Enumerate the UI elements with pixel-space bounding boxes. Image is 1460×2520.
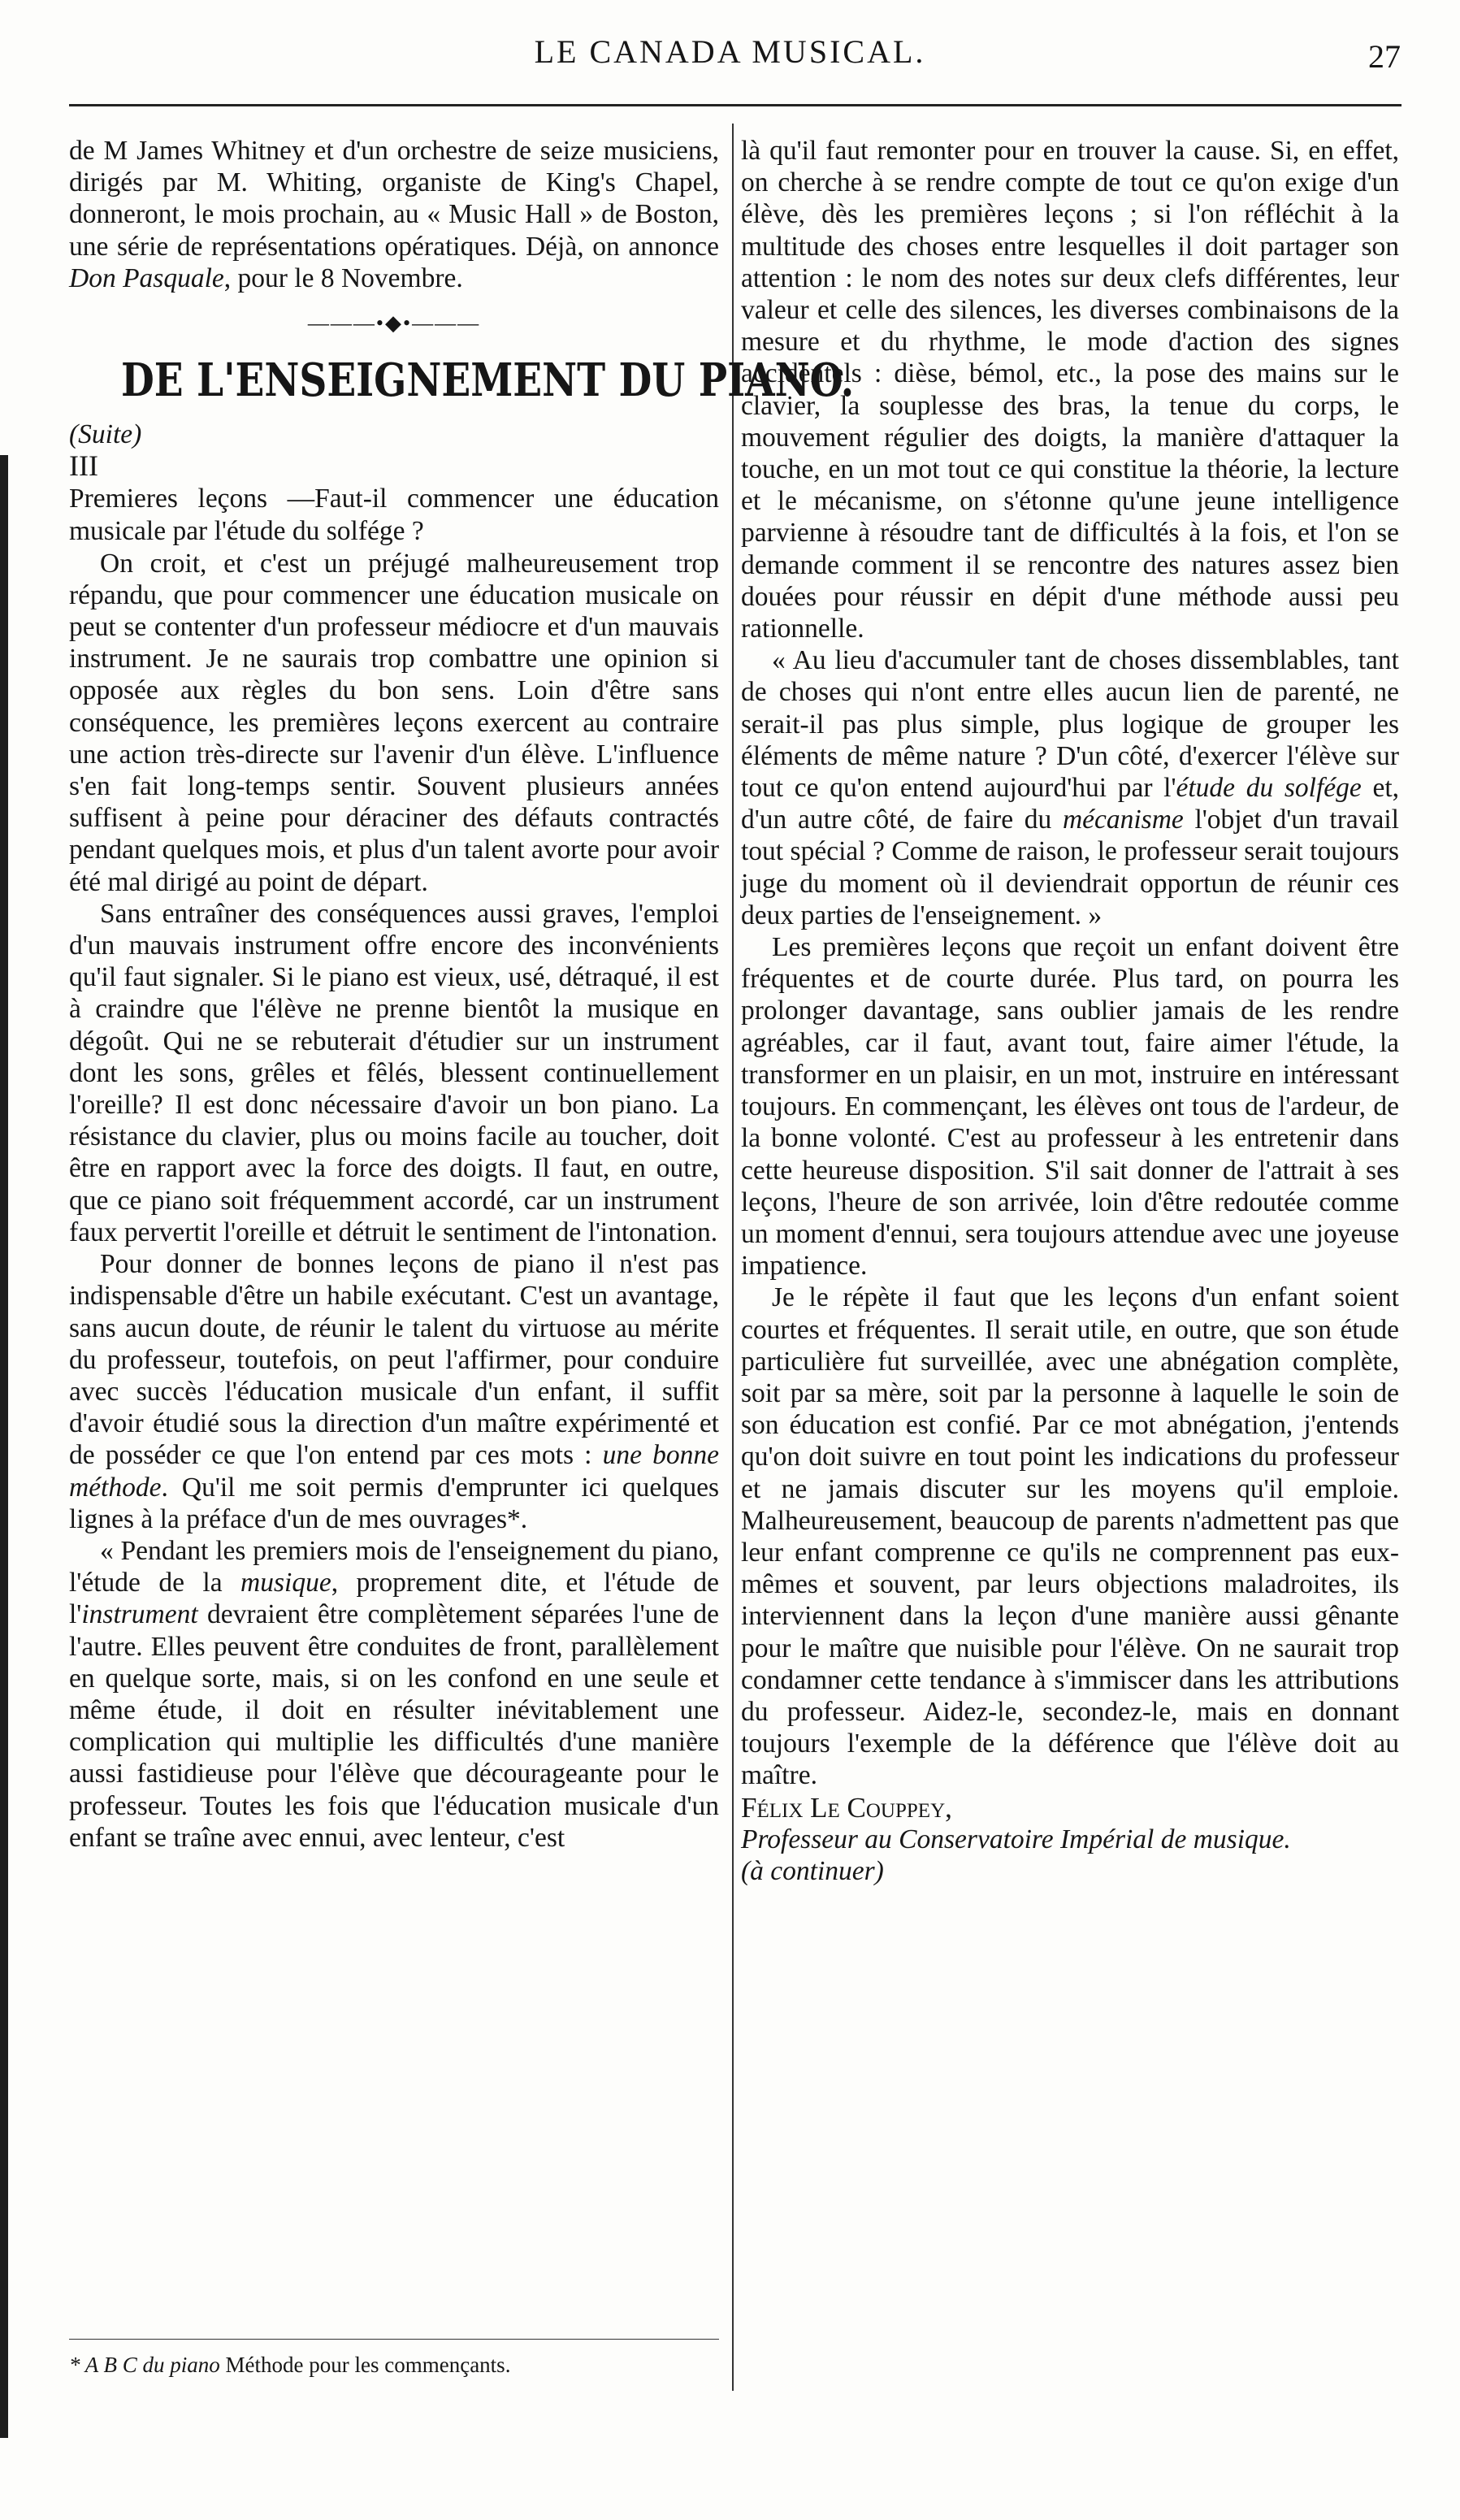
emphasis: mécanisme [1062, 805, 1184, 835]
opera-title: Don Pasquale [69, 262, 224, 293]
paragraph: On croit, et c'est un préjugé malheureusement trop répandu, que pour commencer une éducation musicale on peut se contenter d'un professeur médiocre et d'un mauvais instrument. Je ne saurais trop combattre une opinion si opposée aux règles du bon sens. Loin d'être sans conséquence, les premières leçons exercent au contraire une action très-directe sur l'avenir d'un élève. L'influence s'en fait long-temps sentir. Souvent plusieurs années suffisent à peine pour déraciner des défauts contractés pendant quelques mois, et plus d'un talent avorte pour avoir été mal dirigé au point de départ. [69, 548, 719, 897]
page-number: 27 [1368, 38, 1401, 75]
paragraph: là qu'il faut remonter pour en trouver la cause. Si, en effet, on cherche à se rendre compte de tout ce qu'on exige d'un élève, dès les premières leçons ; si l'on réfléchit à la multitude des choses entre lesquelles il doit partager son attention : le nom des notes sur deux clefs différentes, leur valeur et celle des silences, les diverses combinaisons de la mesure et du rhythme, le mode d'action des signes accidentels : dièse, bémol, etc., la pose des mains sur le clavier, la souplesse des bras, la tenue du corps, le mouvement régulier des doigts, la manière d'attaquer la touche, en un mot tout ce qui constitue la théorie, la lecture et le mécanisme, on s'étonne qu'une jeune intelligence parvienne à résoudre tant de difficultés à la fois, et l'on se demande comment il se rencontre des natures assez bien douées pour réussir en dépit d'une méthode aussi peu rationnelle. [741, 136, 1399, 644]
column-divider [732, 124, 734, 2391]
header-rule [69, 104, 1402, 106]
continued-note: (à continuer) [741, 1855, 884, 1886]
quoted-paragraph: « Au lieu d'accumuler tant de choses dissemblables, tant de choses qui n'ont entre elles aucun lien de parenté, ne serait-il pas plus simple, plus logique de grouper les éléments de même nature ? D'un côté, d'exercer l'élève sur tout ce qu'on entend aujourd'hui par l'étude du solfége et, d'un autre côté, de faire du mécanisme l'objet d'un travail tout spécial ? Comme de raison, le professeur serait toujours juge du moment où il deviendrait opportun de réunir ces deux parties de l'enseignement. » [741, 645, 1400, 930]
page-header-title: LE CANADA MUSICAL. [534, 33, 926, 70]
section-ornament: ———•◆•——— [307, 311, 481, 336]
emphasis: musique [240, 1568, 331, 1598]
chapter-numeral: III [69, 449, 98, 483]
paragraph: Sans entraîner des conséquences aussi graves, l'emploi d'un mauvais instrument offre encore des inconvénients qu'il faut signaler. Si le piano est vieux, usé, détraqué, il est à craindre que l'élève ne prenne bientôt la musique en dégoût. Qui ne se rebuterait d'étudier sur un instrument dont les sons, grêles et fêlés, blessent continuellement l'oreille? Il est donc nécessaire d'avoir un bon piano. La résistance du clavier, plus ou moins facile au toucher, doit être en rapport avec la force des doigts. Il faut, en outre, que ce piano soit fréquemment accordé, car un instrument faux pervertit l'oreille et détruit le sentiment de l'intonation. [69, 898, 719, 1247]
right-column [741, 135, 1399, 1887]
emphasis: étude du solfége [1176, 773, 1362, 804]
intro-paragraph: de M James Whitney et d'un orchestre de seize musiciens, dirigés par M. Whiting, organiste de King's Chapel, donneront, le mois prochain, au « Music Hall » de Boston, une série de représentations opératiques. Déjà, on annonce Don Pasquale, pour le 8 Novembre. [69, 136, 719, 293]
scan-margin-shadow [0, 455, 8, 2438]
paragraph: Pour donner de bonnes leçons de piano il n'est pas indispensable d'être un habile exécutant. C'est un avantage, sans aucun doute, de réunir le talent du virtuose au mérite du professeur, toutefois, on peut l'affirmer, pour conduire avec succès l'éducation musicale d'un enfant, il suffit d'avoir étudié sous la direction d'un maître expérimenté et de posséder ce que l'on entend par ces mots : une bonne méthode. Qu'il me soit permis d'emprunter ici quelques lignes à la préface d'un de mes ouvrages*. [69, 1249, 719, 1534]
footnote: * A B C du piano Méthode pour les commençants. [69, 2339, 719, 2378]
emphasis: instrument [81, 1599, 198, 1630]
article-title: DE L'ENSEIGNEMENT DU PIANO. [121, 353, 855, 408]
paragraph: Je le répète il faut que les leçons d'un enfant soient courtes et fréquentes. Il serait utile, en outre, que son étude particulière fut surveillée, avec une abnégation complète, soit par sa mère, soit par la personne à laquelle le soin de son éducation est confié. Par ce mot abnégation, j'entends qu'on doit suivre en tout point les indications du professeur et ne jamais discuter sur les moyens qu'il emploie. Malheureusement, beaucoup de parents n'admettent pas que leur enfant comprenne ce qu'ils ne comprennent pas eux-mêmes et souvent, par leurs objections maladroites, ils interviennent dans la leçon d'une manière aussi gênante pour le maître que nuisible pour l'élève. On ne saurait trop condamner cette tendance à s'immiscer dans les attributions du professeur. Aidez-le, secondez-le, mais en donnant toujours l'exemple de la déférence que l'élève doit au maître. [741, 1282, 1399, 1791]
paragraph: Les premières leçons que reçoit un enfant doivent être fréquentes et de courte durée. Plus tard, on pourra les prolonger davantage, sans oublier jamais de les rendre agréables, car il faut, avant tout, faire aimer l'étude, la transformer en un plaisir, en un mot, instruire en intéressant toujours. En commençant, les élèves ont tous de l'ardeur, de la bonne volonté. C'est au professeur à les entretenir dans cette heureuse disposition. S'il sait donner de l'attrait à ses leçons, l'heure de son arrivée, loin d'être redoutée comme un moment d'ennui, sera toujours attendue avec une joyeuse impatience. [741, 932, 1399, 1282]
article-subtitle: (Suite) [69, 419, 142, 450]
emphasis: une bonne méthode [69, 1440, 719, 1503]
chapter-summary: Premieres leçons —Faut-il commencer une éducation musicale par l'étude du solfége ? [69, 483, 719, 546]
author-signature: Félix Le Couppey, [741, 1791, 952, 1824]
quoted-paragraph: « Pendant les premiers mois de l'enseignement du piano, l'étude de la musique, proprement dite, et l'étude de l'instrument devraient être complètement séparées l'une de l'autre. Elles peuvent être conduites de front, parallèlement en quelque sorte, mais, si on les confond en une seule et même étude, il doit en résulter inévitablement une complication qui multiplie les difficultés d'une manière aussi fastidieuse pour l'élève que décourageante pour le professeur. Toutes les fois que l'éducation musicale d'un enfant se traîne avec ennui, avec lenteur, c'est [69, 1535, 719, 1853]
author-title: Professeur au Conservatoire Impérial de musique. [741, 1824, 1291, 1854]
